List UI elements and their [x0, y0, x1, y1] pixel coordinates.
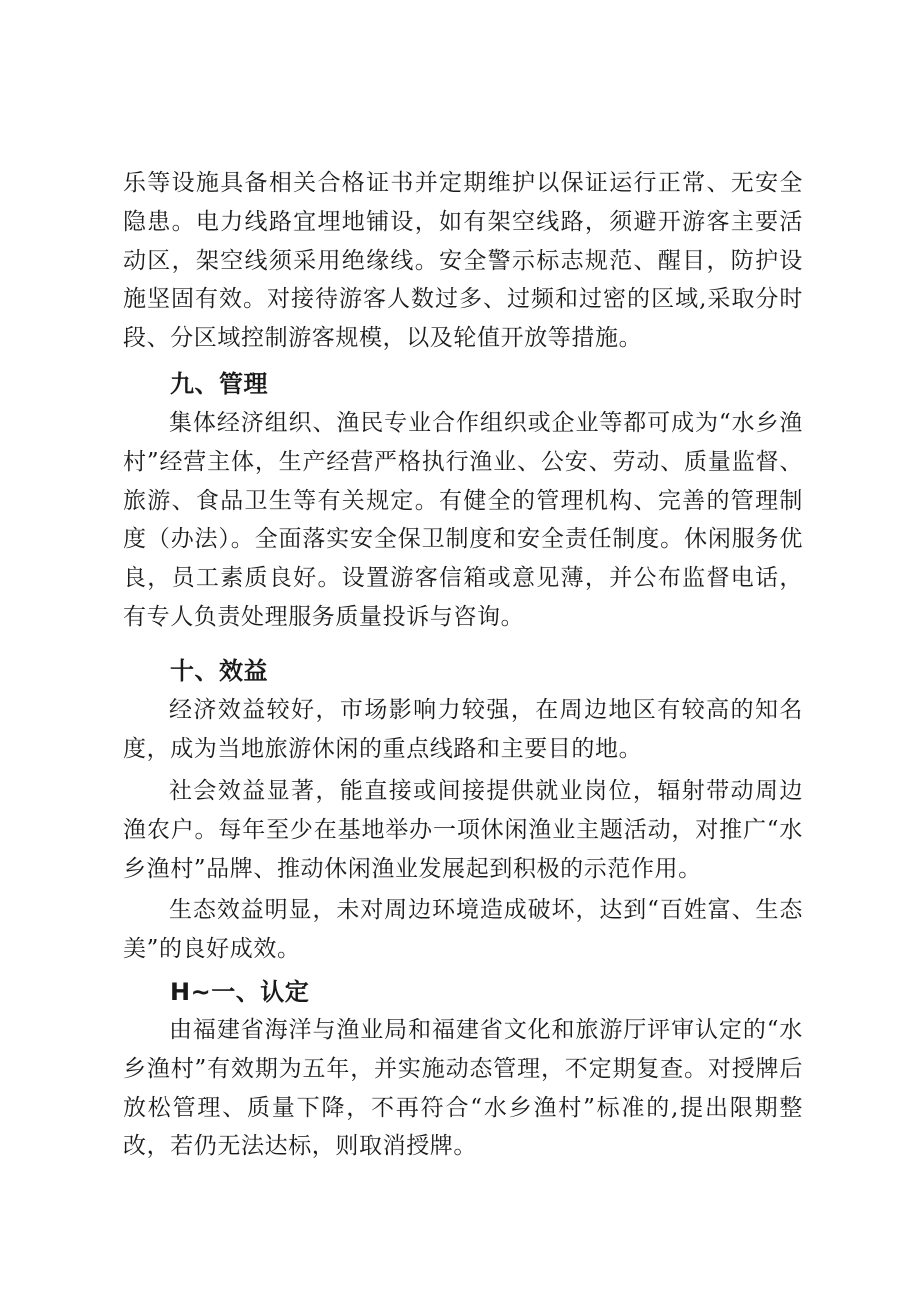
paragraph-safety-continued: 乐等设施具备相关合格证书并定期维护以保证运行正常、无安全隐患。电力线路宜埋地铺设，如有架空线路，须避开游客主要活动区，架空线须采用绝缘线。安全警示标志规范、醒目，防护设施坚固有效。对接待游客人数过多、过频和过密的区域,采取分时段、分区域控制游客规模，以及轮值开放等措施。	[123, 170, 803, 352]
paragraph-economic-benefits: 经济效益较好，市场影响力较强，在周边地区有较高的知名度，成为当地旅游休闲的重点线路和主要目的地。	[123, 697, 803, 762]
heading-certification: H~一、认定	[170, 978, 310, 1006]
paragraph-ecological-benefits: 生态效益明显，未对周边环境造成破坏，达到“百姓富、生态美”的良好成效。	[123, 897, 803, 962]
paragraph-social-benefits: 社会效益显著，能直接或间接提供就业岗位，辐射带动周边渔农户。每年至少在基地举办一项休闲渔业主题活动，对推广“水乡渔村”品牌、推动休闲渔业发展起到积极的示范作用。	[123, 778, 803, 882]
paragraph-management: 集体经济组织、渔民专业合作组织或企业等都可成为“水乡渔村”经营主体，生产经营严格执行渔业、公安、劳动、质量监督、旅游、食品卫生等有关规定。有健全的管理机构、完善的管理制度（办法）。全面落实安全保卫制度和安全责任制度。休闲服务优良，员工素质良好。设置游客信箱或意见薄，并公布监督电话，有专人负责处理服务质量投诉与咨询。	[123, 410, 803, 630]
paragraph-certification: 由福建省海洋与渔业局和福建省文化和旅游厅评审认定的“水乡渔村”有效期为五年，并实施动态管理，不定期复查。对授牌后放松管理、质量下降，不再符合“水乡渔村”标准的,提出限期整改，若仍无法达标，则取消授牌。	[123, 1017, 803, 1160]
heading-management: 九、管理	[170, 370, 268, 398]
heading-benefits: 十、效益	[170, 657, 268, 685]
